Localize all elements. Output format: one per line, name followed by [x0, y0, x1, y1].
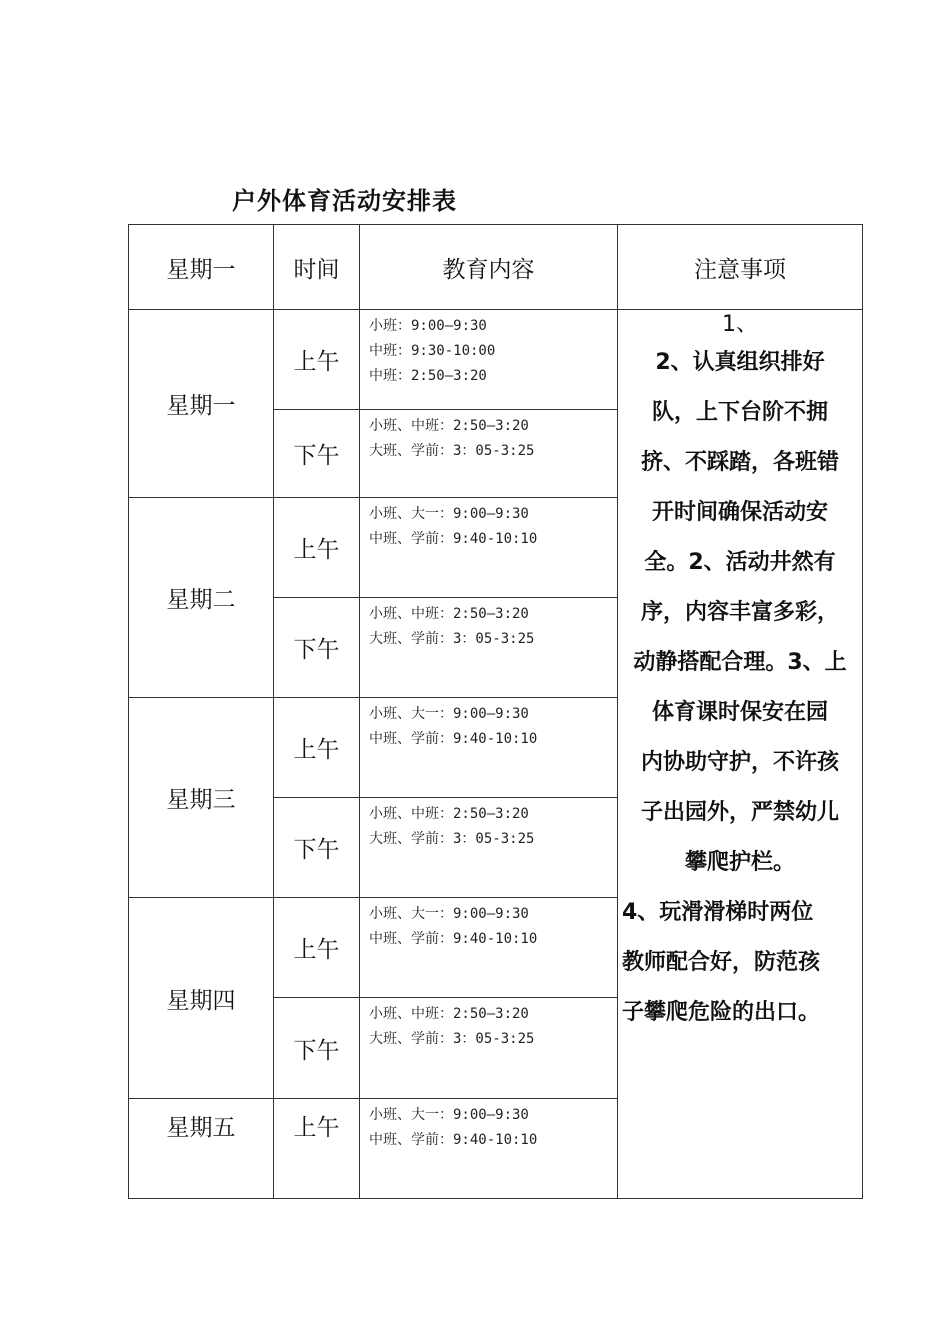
notes-line: 4、玩滑滑梯时两位: [622, 900, 814, 925]
time-cell: 上午: [274, 1099, 360, 1199]
time-cell: 上午: [274, 898, 360, 998]
time-cell: 下午: [274, 798, 360, 898]
content-line: 小班、大一：9:00—9:30: [369, 706, 529, 722]
notes-line: 队，上下台阶不拥: [651, 400, 828, 425]
day-cell-tuesday: 星期二: [129, 498, 274, 698]
content-line: 中班、学前：9:40-10:10: [369, 531, 538, 547]
notes-line: 体育课时保安在园: [651, 700, 828, 725]
notes-line: 开时间确保活动安: [651, 500, 828, 525]
content-line: 大班、学前：3：05-3:25: [369, 831, 535, 847]
content-cell: [360, 598, 618, 698]
notes-line: 子出园外，严禁幼儿: [640, 800, 839, 825]
notes-line: 序，内容丰富多彩，: [640, 600, 839, 625]
content-cell: [360, 798, 618, 898]
content-line: 小班、中班：2:50—3:20: [369, 606, 529, 622]
notes-line: 攀爬护栏。: [684, 850, 795, 875]
schedule-table: [128, 224, 863, 1199]
notes-line: 挤、不踩踏，各班错: [640, 450, 839, 475]
content-line: 小班、大一：9:00—9:30: [369, 1107, 529, 1123]
content-line: 小班：9:00—9:30: [369, 318, 487, 334]
header-day: 星期一: [129, 225, 274, 310]
time-cell: 下午: [274, 410, 360, 498]
header-notes: 注意事项: [618, 225, 863, 310]
content-line: 中班、学前：9:40-10:10: [369, 1132, 538, 1148]
header-row: [129, 225, 863, 310]
content-line: 中班：2:50—3:20: [369, 368, 487, 384]
header-content: 教育内容: [360, 225, 618, 310]
notes-line: 教师配合好，防范孩: [622, 950, 821, 975]
content-line: 大班、学前：3：05-3:25: [369, 1031, 535, 1047]
day-cell-wednesday: 星期三: [129, 698, 274, 898]
content-line: 小班、中班：2:50—3:20: [369, 418, 529, 434]
content-line: 中班、学前：9:40-10:10: [369, 931, 538, 947]
content-cell: [360, 410, 618, 498]
content-cell: [360, 898, 618, 998]
content-line: 小班、大一：9:00—9:30: [369, 506, 529, 522]
content-line: 小班、中班：2:50—3:20: [369, 806, 529, 822]
day-cell-thursday: 星期四: [129, 898, 274, 1099]
table-row: [129, 310, 863, 410]
notes-first-line: 1、: [722, 312, 758, 337]
notes-line: 子攀爬危险的出口。: [622, 1000, 821, 1025]
content-line: 中班：9:30-10:00: [369, 343, 496, 359]
content-line: 大班、学前：3：05-3:25: [369, 443, 535, 459]
notes-line: 内协助守护，不许孩: [640, 750, 839, 775]
time-cell: 下午: [274, 998, 360, 1099]
header-time: 时间: [274, 225, 360, 310]
content-line: 中班、学前：9:40-10:10: [369, 731, 538, 747]
content-cell: [360, 310, 618, 410]
content-line: 小班、中班：2:50—3:20: [369, 1006, 529, 1022]
document-title: 户外体育活动安排表: [232, 186, 457, 215]
content-cell: [360, 998, 618, 1099]
notes-line: 动静搭配合理。3、上: [633, 650, 847, 675]
day-cell-monday: 星期一: [129, 310, 274, 498]
time-cell: 上午: [274, 698, 360, 798]
content-line: 大班、学前：3：05-3:25: [369, 631, 535, 647]
content-cell: [360, 1099, 618, 1199]
time-cell: 上午: [274, 310, 360, 410]
notes-line: 2、认真组织排好: [655, 350, 825, 375]
content-line: 小班、大一：9:00—9:30: [369, 906, 529, 922]
time-cell: 上午: [274, 498, 360, 598]
time-cell: 下午: [274, 598, 360, 698]
notes-cell: [618, 310, 863, 1199]
day-cell-friday: 星期五: [129, 1099, 274, 1199]
notes-line: 全。2、活动井然有: [644, 550, 836, 575]
content-cell: [360, 498, 618, 598]
content-cell: [360, 698, 618, 798]
